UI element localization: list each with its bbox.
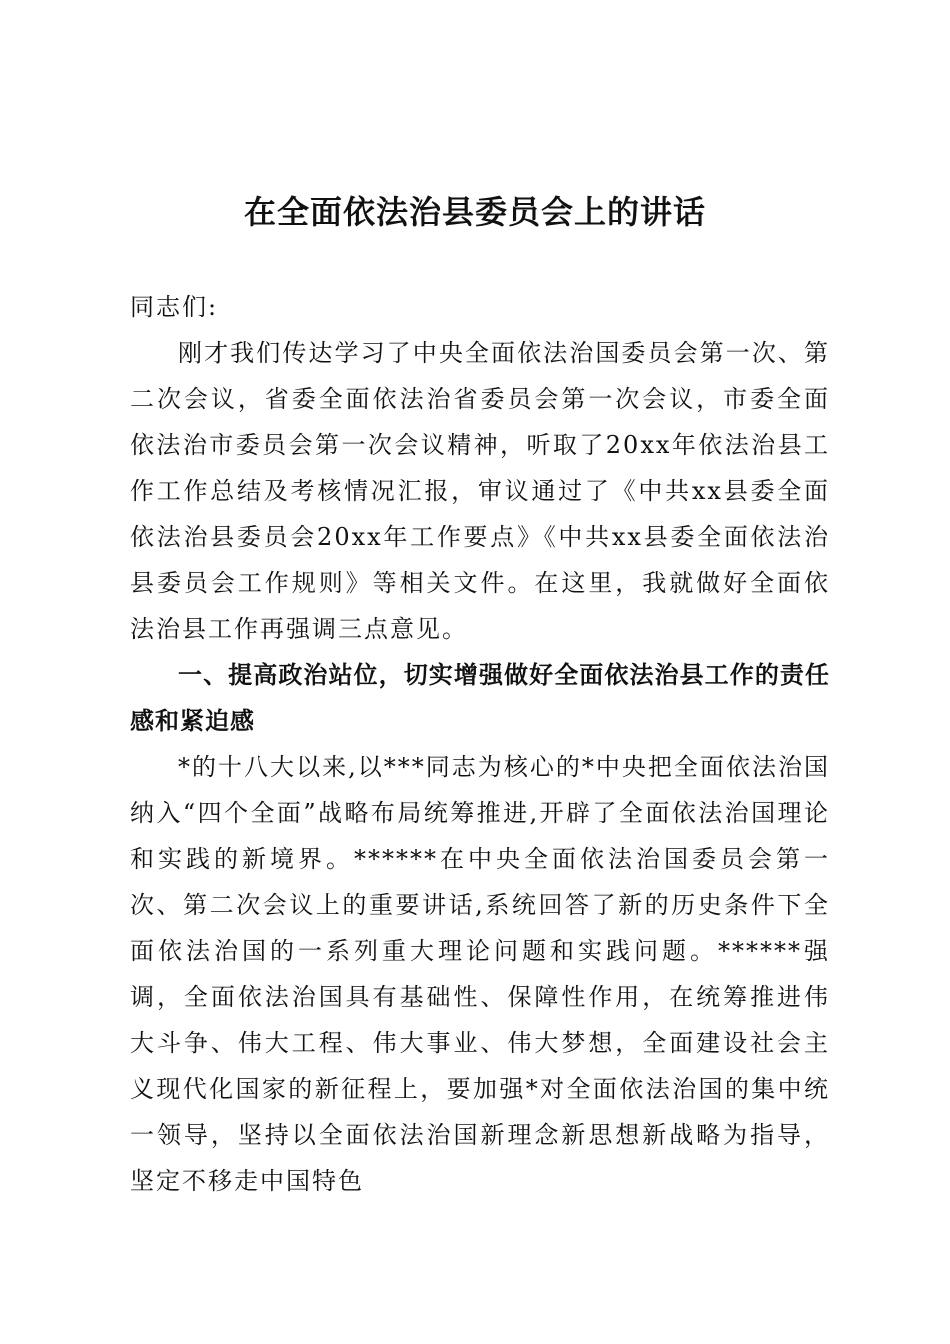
document-body bbox=[130, 284, 830, 1204]
opening-paragraph: 刚才我们传达学习了中央全面依法治国委员会第一次、第二次会议，省委全面依法治省委员会第一次会议，市委全面依法治市委员会第一次会议精神，听取了20xx年依法治县工作工作总结及考核情况汇报，审议通过了《中共xx县委全面依法治县委员会20xx年工作要点》《中共xx县委全面依法治县委员会工作规则》等相关文件。在这里，我就做好全面依法治县工作再强调三点意见。 bbox=[130, 339, 830, 643]
document-title: 在全面依法治县委员会上的讲话 bbox=[243, 193, 706, 231]
section-heading: 一、提高政治站位，切实增强做好全面依法治县工作的责任感和紧迫感 bbox=[130, 661, 830, 735]
section-paragraph: *的十八大以来,以***同志为核心的*中央把全面依法治国纳入“四个全面”战略布局统筹推进,开辟了全面依法治国理论和实践的新境界。******在中央全面依法治国委员会第一次、第二次会议上的重要讲话,系统回答了新的历史条件下全面依法治国的一系列重大理论问题和实践问题。******强调，全面依法治国具有基础性、保障性作用，在统筹推进伟大斗争、伟大工程、伟大事业、伟大梦想，全面建设社会主义现代化国家的新征程上，要加强*对全面依法治国的集中统一领导，坚持以全面依法治国新理念新思想新战略为指导，坚定不移走中国特色 bbox=[130, 753, 830, 1195]
salutation: 同志们: bbox=[130, 293, 219, 321]
